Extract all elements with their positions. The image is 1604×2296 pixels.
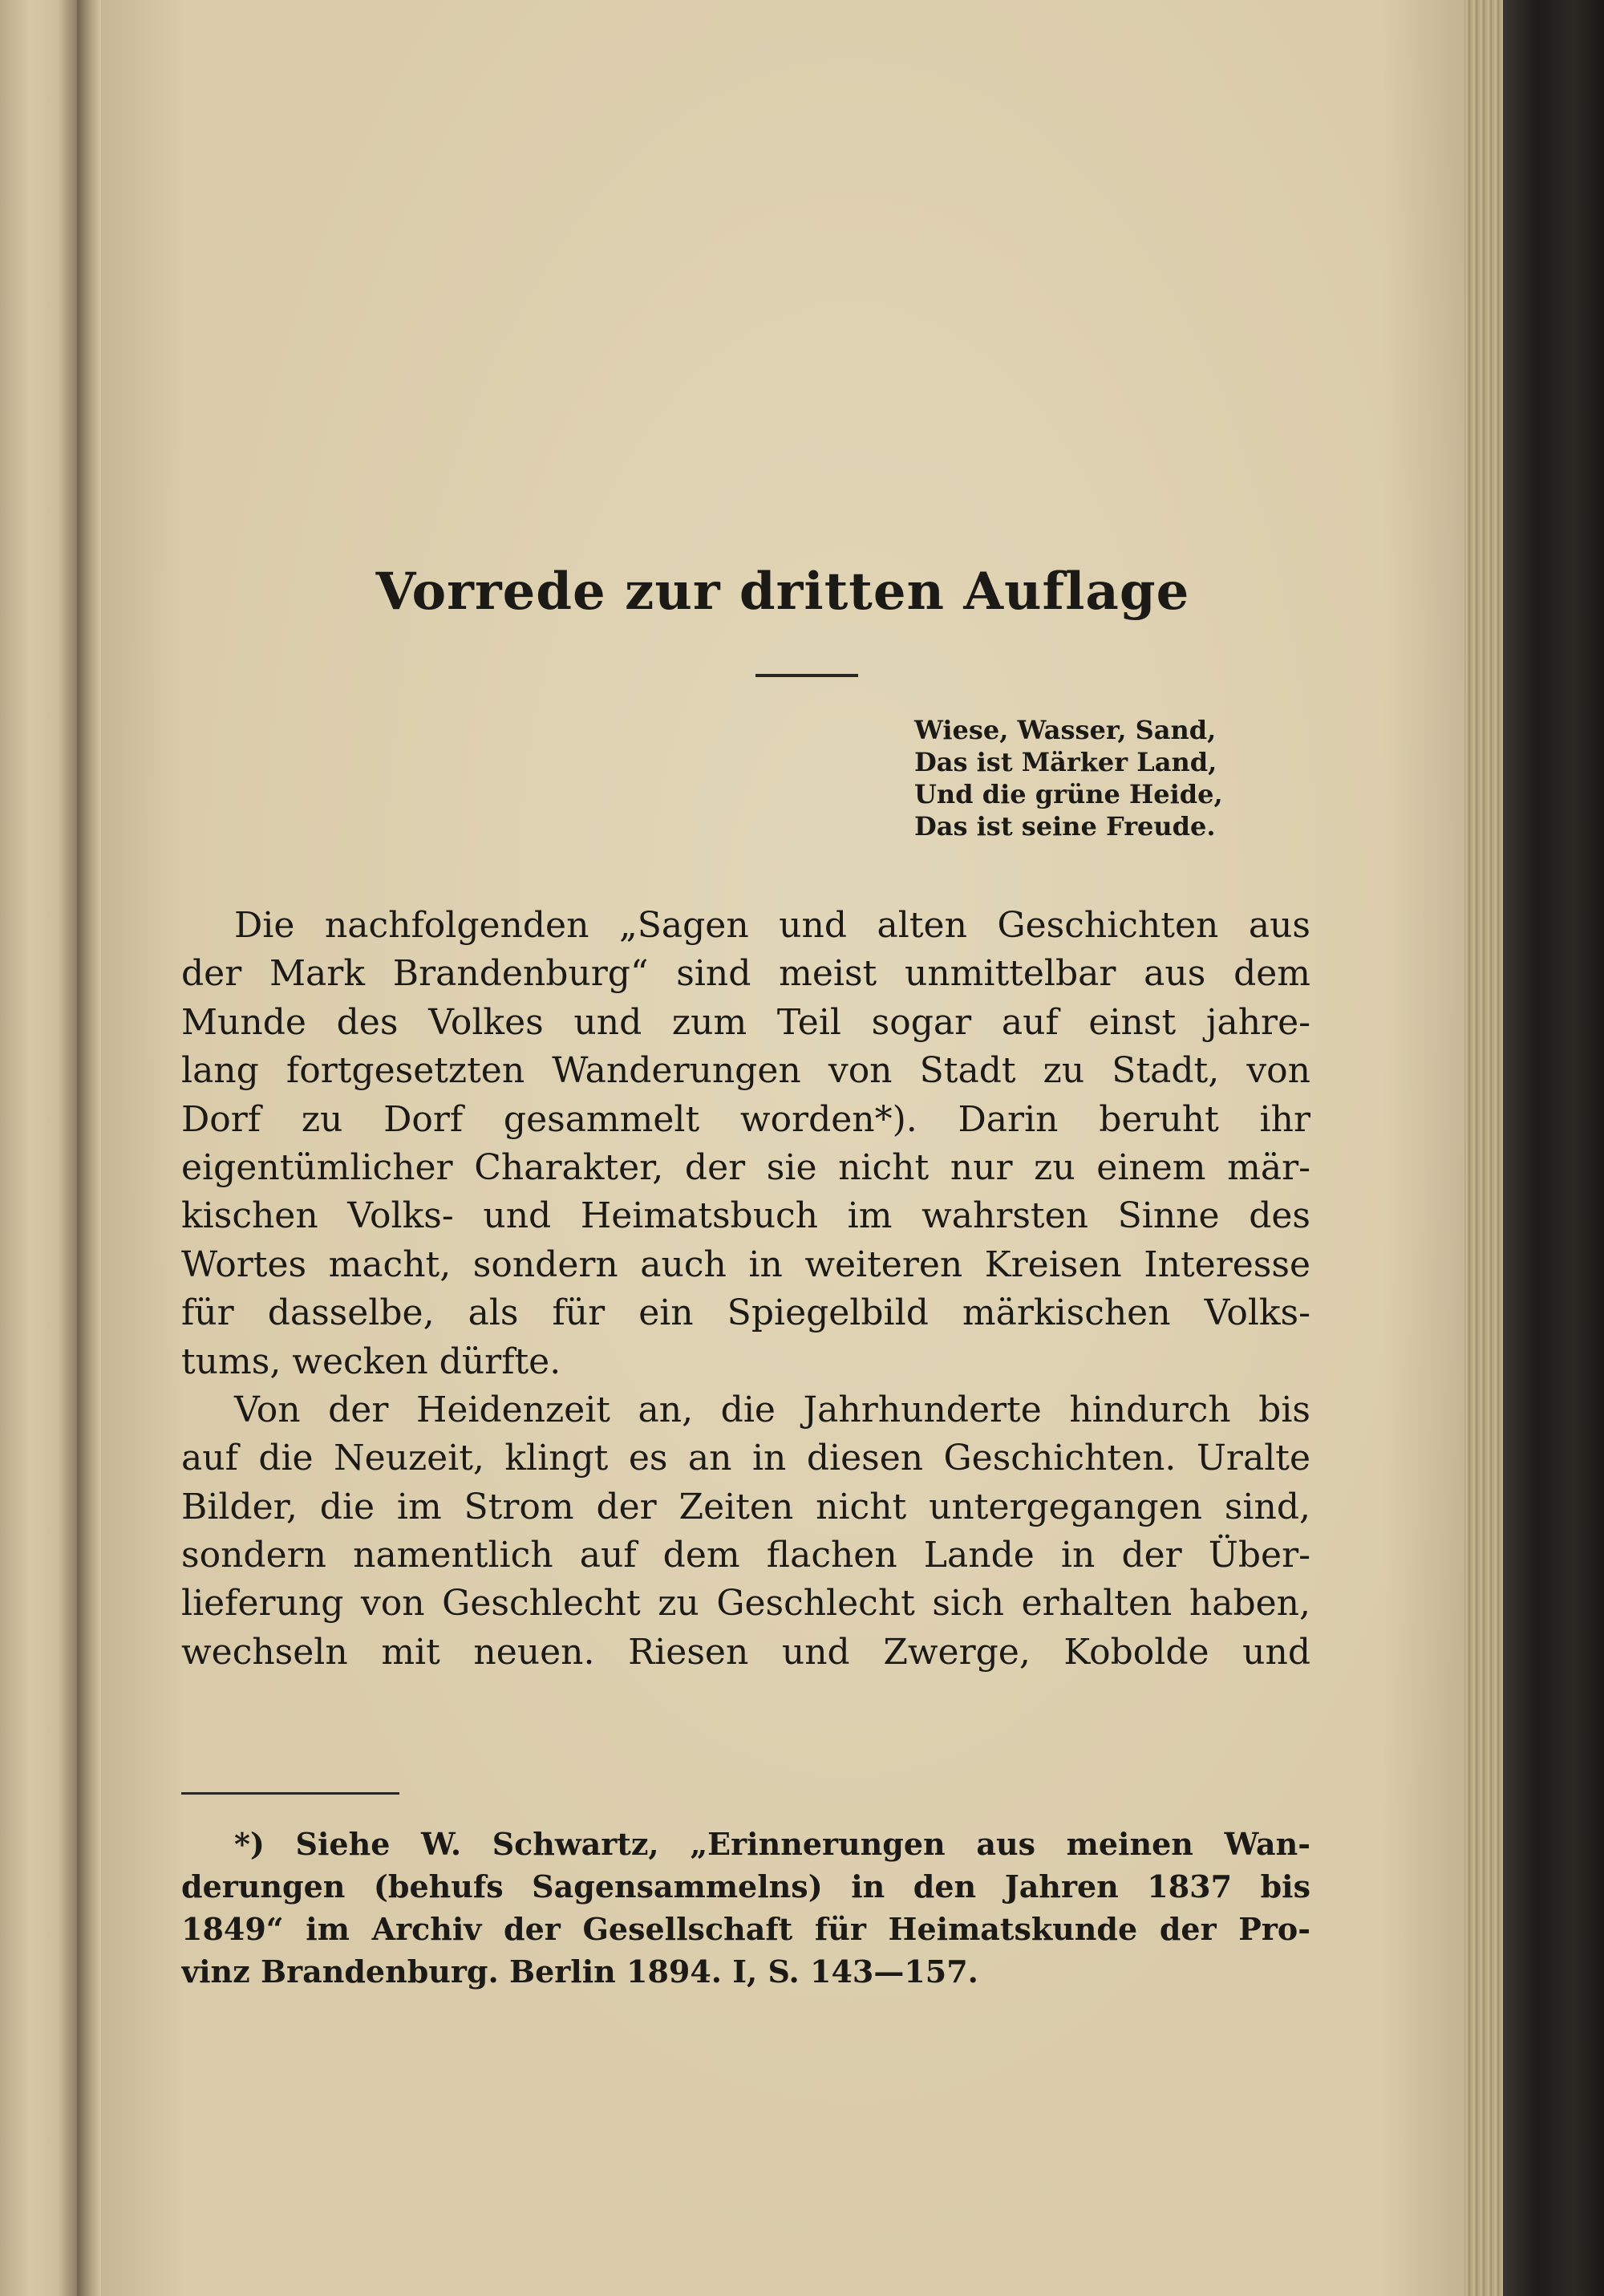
- page-title: Vorrede zur dritten Auflage: [375, 562, 1190, 622]
- book-cover: [1503, 0, 1604, 2296]
- body-line: kischen Volks- und Heimatsbuch im wahrsten Sinne des: [181, 1195, 1310, 1237]
- epigraph: [914, 714, 1363, 842]
- title-divider: [755, 674, 858, 677]
- body-line: Wortes macht, sondern auch in weiteren Kreisen Interesse: [181, 1243, 1310, 1285]
- body-line: sondern namentlich auf dem flachen Lande in der Über-: [181, 1535, 1310, 1576]
- body-line: tums, wecken dürfte.: [181, 1341, 561, 1382]
- body-line: der Mark Brandenburg“ sind meist unmittelbar aus dem: [181, 953, 1310, 995]
- body-line: lieferung von Geschlecht zu Geschlecht sich erhalten haben,: [181, 1583, 1310, 1625]
- body-line: Munde des Volkes und zum Teil sogar auf einst jahre-: [181, 1001, 1310, 1043]
- footnote-line: derungen (behufs Sagensammelns) in den Jahren 1837 bis: [181, 1868, 1310, 1905]
- footnote-line: *) Siehe W. Schwartz, „Erinnerungen aus meinen Wan-: [234, 1826, 1310, 1862]
- body-line: Die nachfolgenden „Sagen und alten Geschichten aus: [234, 905, 1310, 946]
- epigraph-line: Und die grüne Heide,: [914, 779, 1223, 809]
- left-page-edge: [0, 0, 77, 2296]
- body-line: eigentümlicher Charakter, der sie nicht nur zu einem mär-: [181, 1146, 1310, 1188]
- book-gutter: [77, 0, 101, 2296]
- epigraph-line: Das ist seine Freude.: [914, 811, 1216, 842]
- body-line: Von der Heidenzeit an, die Jahrhunderte hindurch bis: [234, 1389, 1310, 1430]
- epigraph-line: Wiese, Wasser, Sand,: [914, 715, 1217, 745]
- body-line: lang fortgesetzten Wanderungen von Stadt zu Stadt, von: [181, 1050, 1310, 1092]
- body-text: [181, 902, 1310, 1677]
- body-line: Dorf zu Dorf gesammelt worden*). Darin beruht ihr: [181, 1098, 1310, 1140]
- body-line: auf die Neuzeit, klingt es an in diesen Geschichten. Uralte: [181, 1438, 1310, 1479]
- footnote-divider: [181, 1792, 399, 1795]
- footnote: [181, 1823, 1310, 1993]
- footnote-line: 1849“ im Archiv der Gesellschaft für Heimatskunde der Pro-: [181, 1911, 1310, 1947]
- page-edges: [1464, 0, 1503, 2296]
- body-line: Bilder, die im Strom der Zeiten nicht untergegangen sind,: [181, 1486, 1310, 1527]
- epigraph-line: Das ist Märker Land,: [914, 747, 1217, 777]
- body-line: für dasselbe, als für ein Spiegelbild märkischen Volks-: [181, 1292, 1310, 1334]
- footnote-line: vinz Brandenburg. Berlin 1894. I, S. 143—157.: [181, 1953, 978, 1990]
- body-line: wechseln mit neuen. Riesen und Zwerge, Kobolde und: [181, 1631, 1310, 1673]
